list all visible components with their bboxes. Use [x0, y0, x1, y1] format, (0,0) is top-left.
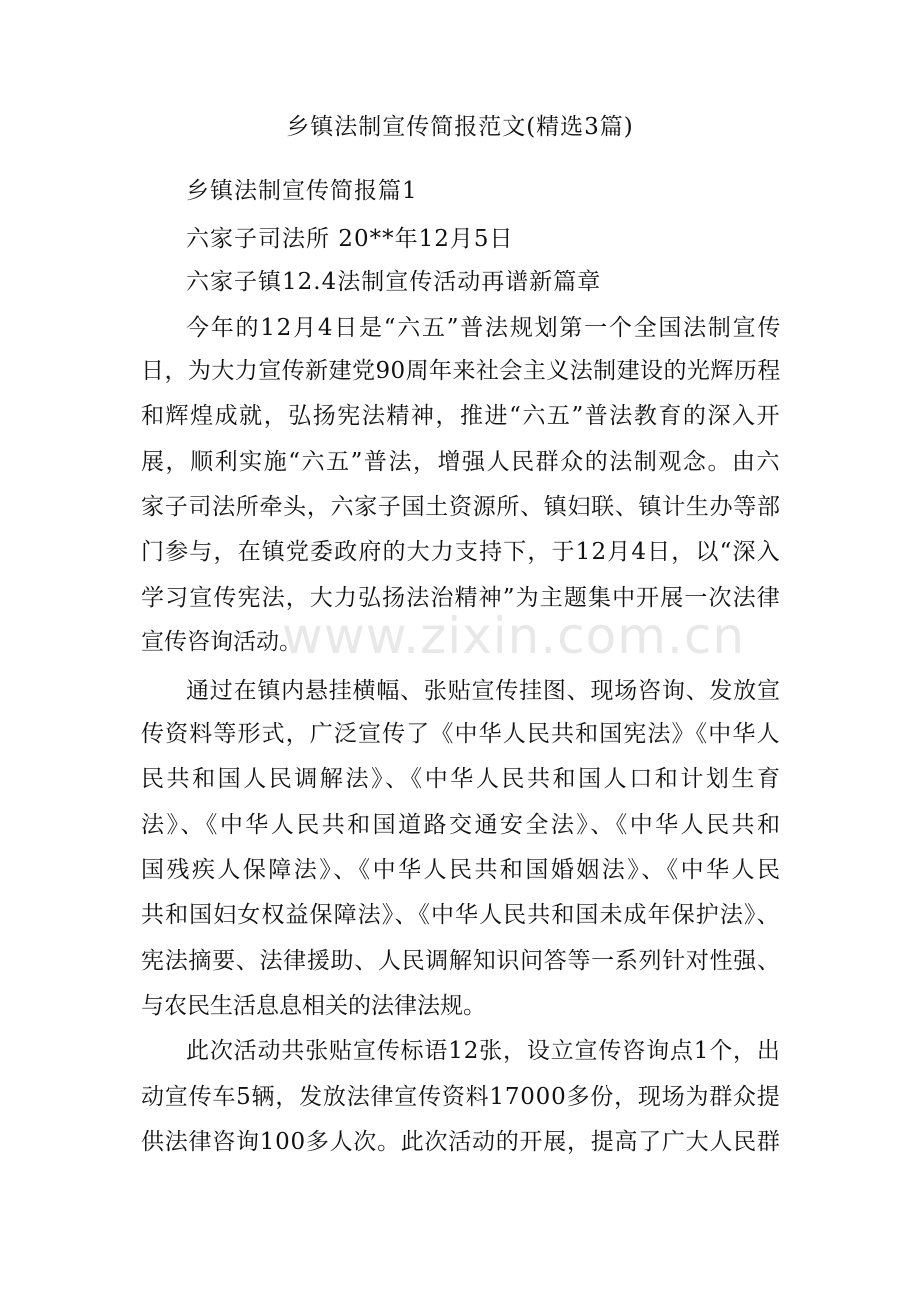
paragraph-2-line-3: 民共和国人民调解法》、《中华人民共和国人口和计划生育 — [141, 766, 783, 792]
paragraph-1-line-8: 宣传咨询活动。 — [141, 629, 302, 655]
document-title: 乡镇法制宣传简报范文(精选3篇) — [286, 114, 634, 140]
paragraph-2-line-5: 国残疾人保障法》、《中华人民共和国婚姻法》、《中华人民 — [141, 857, 783, 883]
paragraph-1-line-5: 家子司法所牵头，六家子国土资源所、镇妇联、镇计生办等部 — [141, 494, 781, 520]
paragraph-1-line-1: 今年的12月4日是“六五”普法规划第一个全国法制宣传 — [186, 315, 783, 341]
headline: 六家子镇12.4法制宣传活动再谱新篇章 — [186, 269, 602, 295]
paragraph-1-line-3: 和辉煌成就，弘扬宪法精神，推进“六五”普法教育的深入开 — [141, 403, 782, 429]
paragraph-3-line-2: 动宣传车5辆，发放法律宣传资料17000多份，现场为群众提 — [141, 1084, 781, 1110]
paragraph-2-line-6: 共和国妇女权益保障法》、《中华人民共和国未成年保护法》、 — [141, 902, 781, 928]
section-heading: 乡镇法制宣传简报篇1 — [186, 178, 418, 204]
paragraph-1-line-7: 学习宣传宪法，大力弘扬法治精神”为主题集中开展一次法律 — [141, 585, 781, 611]
paragraph-1-line-6: 门参与，在镇党委政府的大力支持下，于12月4日，以“深入 — [141, 539, 781, 565]
paragraph-1-line-4: 展，顺利实施“六五”普法，增强人民群众的法制观念。由六 — [141, 449, 782, 475]
paragraph-3-line-1: 此次活动共张贴宣传标语12张，设立宣传咨询点1个，出 — [186, 1038, 781, 1064]
paragraph-2-line-7: 宪法摘要、法律援助、人民调解知识问答等一系列针对性强、 — [141, 948, 781, 974]
paragraph-3-line-3: 供法律咨询100多人次。此次活动的开展，提高了广大人民群 — [141, 1129, 781, 1155]
paragraph-1-line-2: 日，为大力宣传新建党90周年来社会主义法制建设的光辉历程 — [141, 358, 781, 384]
paragraph-2-line-8: 与农民生活息息相关的法律法规。 — [141, 993, 486, 1019]
watermark: www.zixin.com.cn — [282, 607, 746, 665]
byline: 六家子司法所 20**年12月5日 — [186, 226, 514, 252]
paragraph-2-line-4: 法》、《中华人民共和国道路交通安全法》、《中华人民共和 — [141, 812, 783, 838]
paragraph-2-line-1: 通过在镇内悬挂横幅、张贴宣传挂图、现场咨询、发放宣 — [186, 678, 781, 704]
paragraph-2-line-2: 传资料等形式，广泛宣传了《中华人民共和国宪法》《中华人 — [141, 721, 781, 747]
